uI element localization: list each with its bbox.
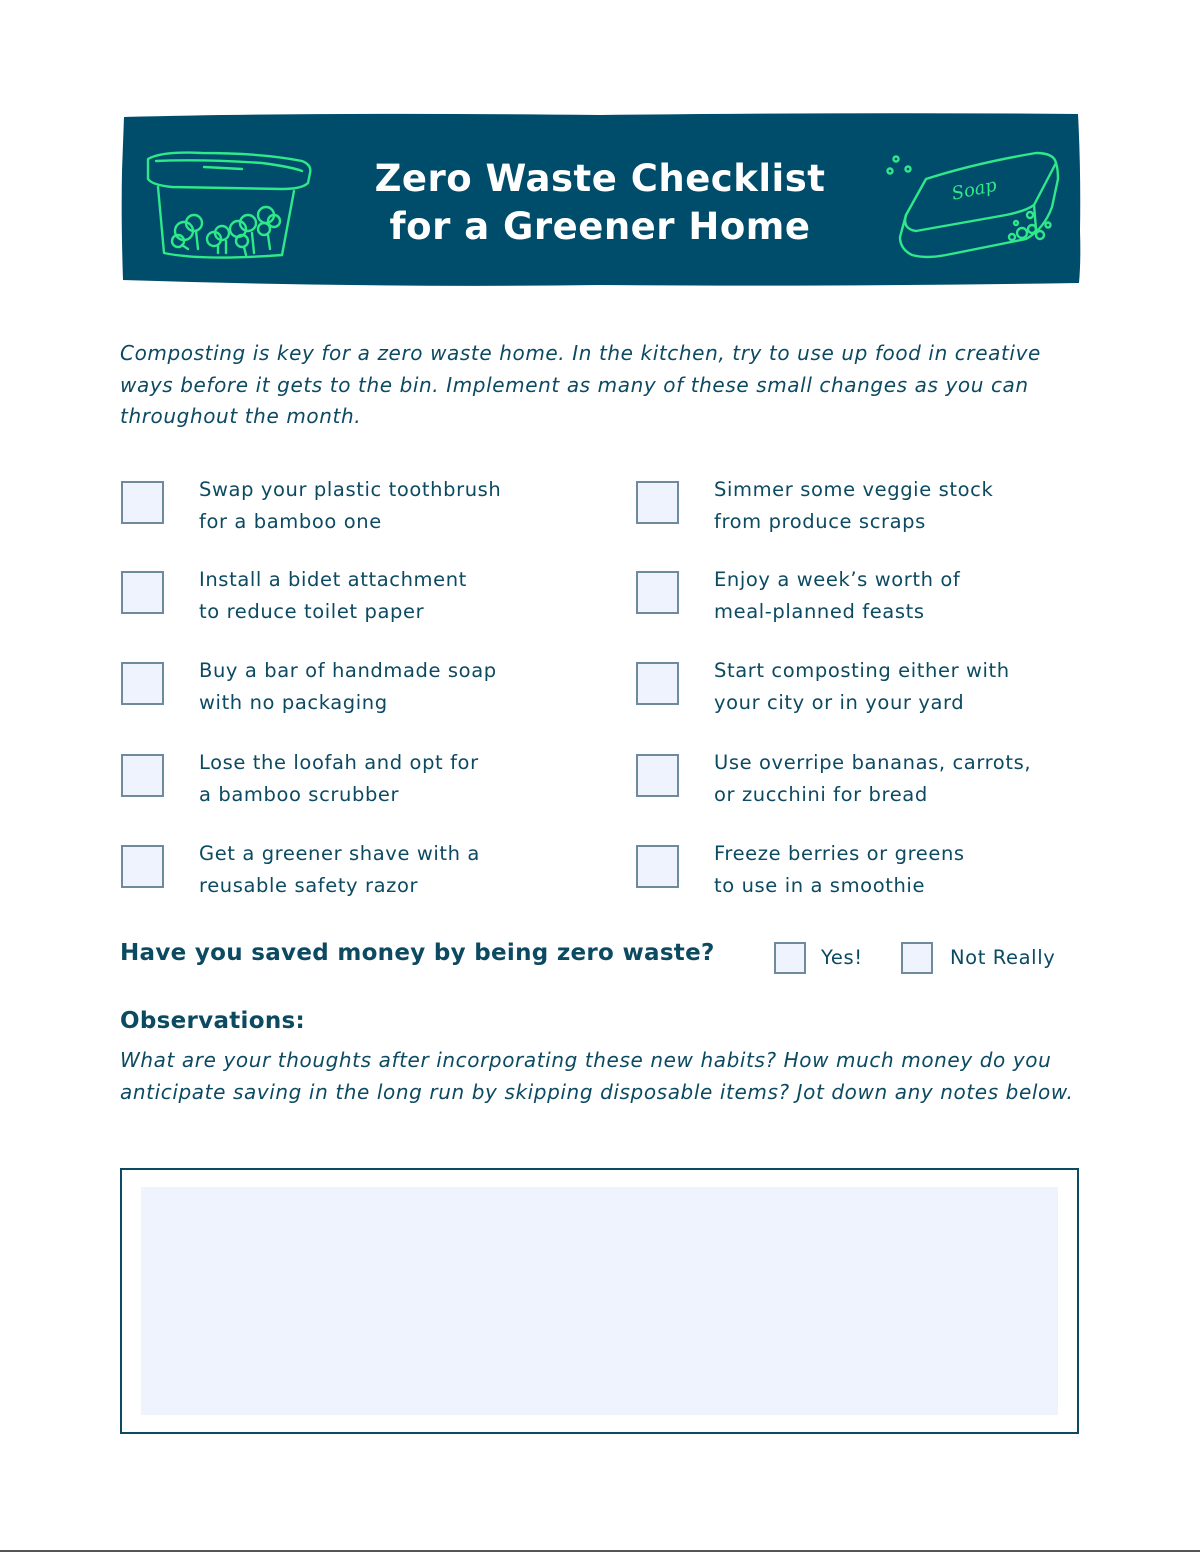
food-container-icon bbox=[142, 149, 314, 265]
savings-question: Have you saved money by being zero waste? bbox=[120, 940, 715, 966]
observations-heading: Observations: bbox=[120, 1008, 306, 1034]
checkbox[interactable] bbox=[121, 481, 164, 524]
checkbox[interactable] bbox=[121, 845, 164, 888]
checkbox[interactable] bbox=[636, 754, 679, 797]
header-banner bbox=[120, 111, 1082, 289]
checklist-item-label: Install a bidet attachment to reduce toilet paper bbox=[199, 568, 467, 623]
checklist-item-label: Start composting either with your city or in your yard bbox=[714, 659, 1010, 714]
checkbox[interactable] bbox=[121, 754, 164, 797]
checklist-item bbox=[121, 751, 591, 813]
checklist-item bbox=[121, 842, 591, 904]
intro-text: Composting is key for a zero waste home. In the kitchen, try to use up food in creative ways before it gets to the bin. Implement as many of these small changes as you can throughout the month. bbox=[120, 341, 1041, 428]
soap-label: Soap bbox=[949, 174, 999, 205]
checklist-item bbox=[636, 659, 1096, 721]
checkbox[interactable] bbox=[636, 845, 679, 888]
checklist-item bbox=[121, 568, 591, 630]
checklist-item bbox=[636, 751, 1096, 813]
checklist-item bbox=[121, 659, 591, 721]
title-line-2: for a Greener Home bbox=[389, 205, 811, 248]
checkbox[interactable] bbox=[636, 662, 679, 705]
checklist-item-label: Buy a bar of handmade soap with no packaging bbox=[199, 659, 497, 714]
checklist-item-label: Use overripe bananas, carrots, or zucchini for bread bbox=[714, 751, 1032, 806]
page-bottom-divider bbox=[0, 1550, 1200, 1552]
page-title bbox=[370, 155, 830, 251]
yes-checkbox[interactable] bbox=[774, 942, 806, 974]
not-really-checkbox[interactable] bbox=[901, 942, 933, 974]
checklist-item-label: Freeze berries or greens to use in a smoothie bbox=[714, 842, 965, 897]
soap-bar-icon bbox=[886, 149, 1066, 269]
checkbox[interactable] bbox=[636, 571, 679, 614]
checkbox[interactable] bbox=[121, 662, 164, 705]
checklist-item bbox=[636, 478, 1096, 540]
checklist-item bbox=[636, 842, 1096, 904]
checklist-item-label: Enjoy a week’s worth of meal-planned feasts bbox=[714, 568, 961, 623]
checklist-item-label: Get a greener shave with a reusable safety razor bbox=[199, 842, 480, 897]
checklist-item-label: Lose the loofah and opt for a bamboo scrubber bbox=[199, 751, 479, 806]
checkbox[interactable] bbox=[636, 481, 679, 524]
checkbox[interactable] bbox=[121, 571, 164, 614]
yes-label: Yes! bbox=[821, 946, 863, 969]
notes-frame bbox=[120, 1168, 1079, 1434]
notes-textarea[interactable] bbox=[141, 1187, 1058, 1415]
title-line-1: Zero Waste Checklist bbox=[374, 157, 826, 200]
not-really-label: Not Really bbox=[950, 946, 1056, 969]
checklist-item bbox=[121, 478, 591, 540]
checklist-item-label: Simmer some veggie stock from produce scraps bbox=[714, 478, 994, 533]
observations-prompt: What are your thoughts after incorporating these new habits? How much money do you anticipate saving in the long run by skipping disposable items? Jot down any notes below. bbox=[120, 1048, 1074, 1104]
checklist-item bbox=[636, 568, 1096, 630]
checklist-item-label: Swap your plastic toothbrush for a bamboo one bbox=[199, 478, 502, 533]
